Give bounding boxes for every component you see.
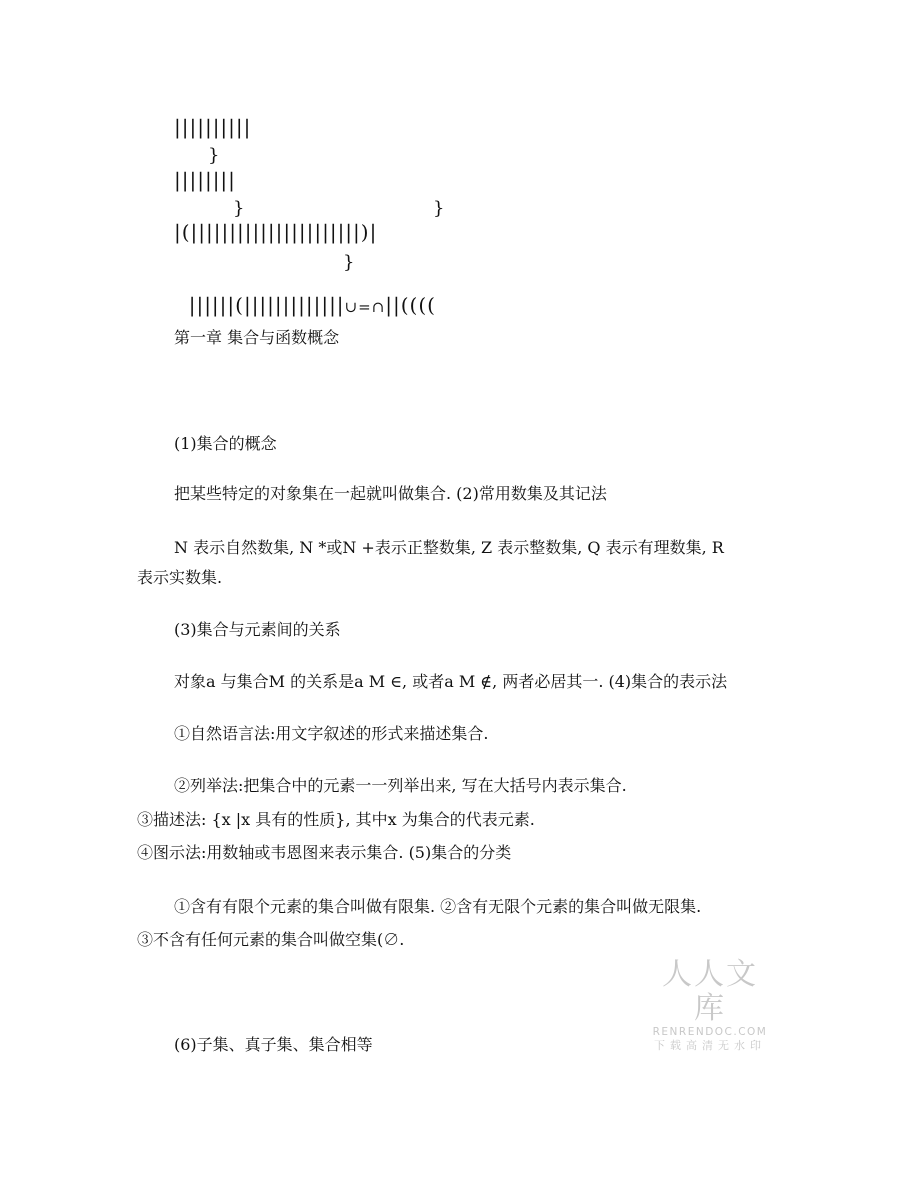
ocr-artifact-row-4 [174,275,436,317]
brace-glyph: } [343,252,355,273]
representation-enumeration: ②列举法:把集合中的元素一一列举出来, 写在大括号内表示集合. [174,776,627,795]
brace-glyph: } [208,145,220,166]
representation-diagram: ④图示法:用数轴或韦恩图来表示集合. (5)集合的分类 [137,843,512,862]
representation-natural-language: ①自然语言法:用文字叙述的形式来描述集合. [174,724,489,743]
ocr-artifact-row-4-part-a: ||||||(||||||||||||| [188,293,345,317]
section-1-body: 把某些特定的对象集在一起就叫做集合. (2)常用数集及其记法 [174,484,607,503]
brace-glyph: } [233,198,245,219]
section-3-body: 对象a 与集合M 的关系是a M ∈, 或者a M ∉, 两者必居其一. (4)集合的表示法 [174,672,728,691]
classification-finite-infinite: ①含有有限个元素的集合叫做有限集. ②含有无限个元素的集合叫做无限集. [174,897,702,916]
ocr-artifact-row-4-part-c: ||(((( [385,293,436,317]
ocr-artifact-row-3: |(||||||||||||||||||||||)| [174,220,378,244]
number-sets-line-1: N 表示自然数集, N *或N +表示正整数集, Z 表示整数集, Q 表示有理数集, R [174,538,724,557]
number-sets-line-2: 表示实数集. [137,568,223,587]
chapter-title: 第一章 集合与函数概念 [174,328,340,347]
classification-empty-set: ③不含有任何元素的集合叫做空集(∅. [137,930,405,949]
ocr-artifact-row-4-part-b: ∪=∩ [344,298,386,316]
watermark-title: 人人文库 [662,957,758,1026]
section-1-heading: (1)集合的概念 [174,434,277,453]
representation-description: ③描述法: {x |x 具有的性质}, 其中x 为集合的代表元素. [137,810,535,829]
section-6-heading: (6)子集、真子集、集合相等 [174,1035,373,1054]
section-3-heading: (3)集合与元素间的关系 [174,620,341,639]
watermark [650,958,770,1053]
watermark-slogan: 下载高清无水印 [654,1039,766,1052]
watermark-domain: RENRENDOC.COM [652,1026,768,1038]
ocr-artifact-row-1: |||||||||| [174,115,252,139]
ocr-artifact-row-2: |||||||| [174,168,236,192]
brace-glyph: } [433,198,445,219]
